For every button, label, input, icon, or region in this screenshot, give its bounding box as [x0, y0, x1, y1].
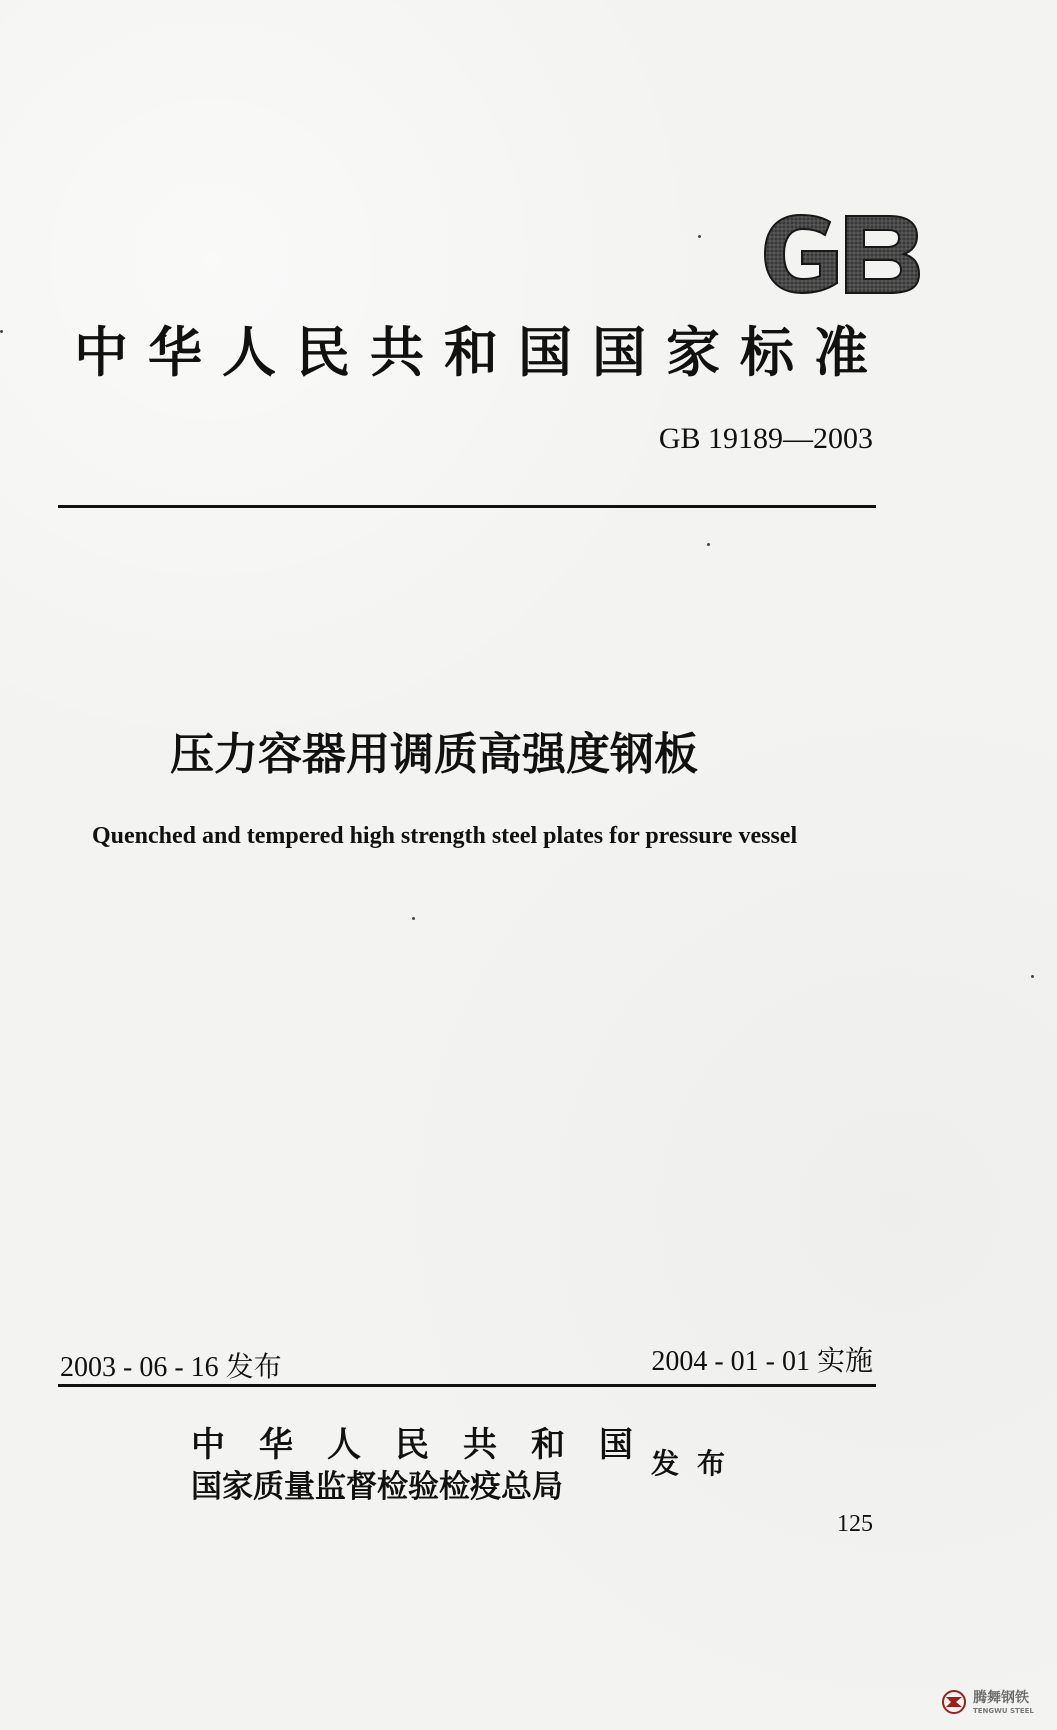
- watermark-emblem-icon: [943, 1691, 965, 1713]
- page-number: 125: [837, 1511, 873, 1537]
- chinese-standard-title: 压力容器用调质高强度钢板: [170, 729, 698, 780]
- publisher-line-2: 国家质量监督检验检疫总局: [191, 1469, 563, 1505]
- scan-speck: [1031, 975, 1034, 978]
- standard-number: GB 19189—2003: [658, 422, 873, 455]
- publish-label: 发布: [651, 1447, 744, 1480]
- implementation-date: 2004 - 01 - 01 实施: [651, 1346, 873, 1377]
- watermark-english-text: TENGWU STEEL: [973, 1707, 1034, 1715]
- scan-speck: [0, 330, 3, 333]
- watermark-chinese-text: 腾舞钢铁: [973, 1690, 1029, 1706]
- bottom-divider: [58, 1384, 876, 1387]
- gb-logo: [763, 214, 921, 294]
- scan-speck: [412, 917, 415, 920]
- publisher-line-1: 中华人民共和国: [191, 1425, 667, 1465]
- national-standard-title: 中华人民共和国国家标准: [74, 321, 888, 384]
- english-standard-title: Quenched and tempered high strength steel plates for pressure vessel: [92, 823, 798, 849]
- scan-speck: [707, 543, 710, 546]
- issue-date: 2003 - 06 - 16 发布: [60, 1352, 282, 1383]
- top-divider: [58, 505, 876, 508]
- scan-speck: [698, 235, 701, 238]
- tengwu-steel-watermark: [938, 1686, 1054, 1718]
